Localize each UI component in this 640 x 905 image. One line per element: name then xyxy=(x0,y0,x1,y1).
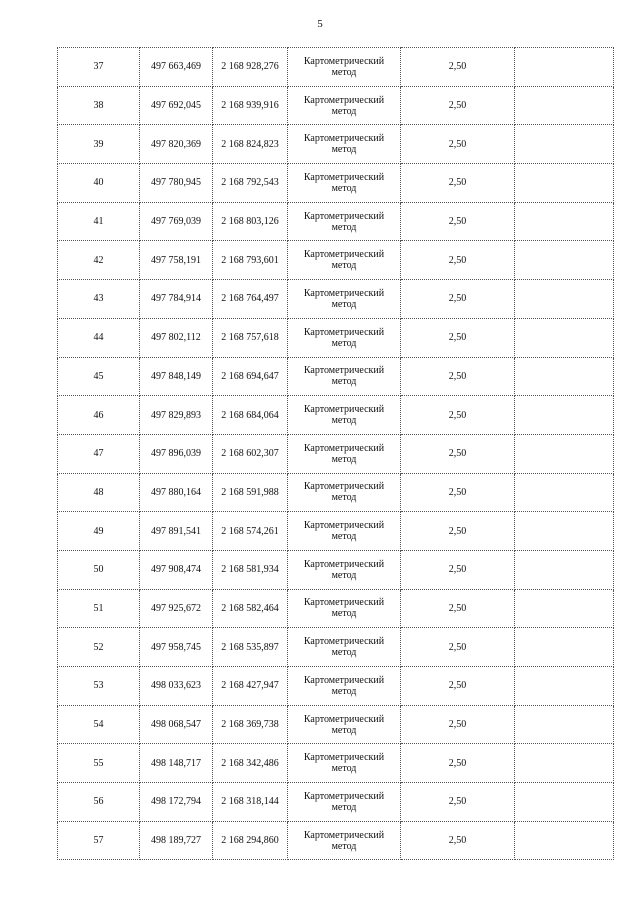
table-row xyxy=(58,473,614,512)
method-line-1: Картометрический xyxy=(303,171,385,183)
point-number-cell: 48 xyxy=(58,473,140,512)
table-body xyxy=(58,48,614,860)
table-row xyxy=(58,396,614,435)
method-line-2: метод xyxy=(331,840,357,852)
method-cell xyxy=(288,821,401,860)
note-cell xyxy=(515,357,614,396)
y-coordinate-cell: 2 168 757,618 xyxy=(213,318,288,357)
note-cell xyxy=(515,396,614,435)
accuracy-cell: 2,50 xyxy=(401,434,515,473)
point-number-cell: 37 xyxy=(58,48,140,87)
method-line-2: метод xyxy=(331,569,357,581)
table-row xyxy=(58,667,614,706)
method-cell xyxy=(288,744,401,783)
y-coordinate-cell: 2 168 294,860 xyxy=(213,821,288,860)
y-coordinate-cell: 2 168 535,897 xyxy=(213,628,288,667)
method-line-2: метод xyxy=(331,685,357,697)
method-line-2: метод xyxy=(331,724,357,736)
method-line-1: Картометрический xyxy=(303,287,385,299)
accuracy-cell: 2,50 xyxy=(401,589,515,628)
table-row xyxy=(58,164,614,203)
method-line-1: Картометрический xyxy=(303,249,385,261)
method-line-1: Картометрический xyxy=(303,790,385,802)
table-row xyxy=(58,241,614,280)
method-cell xyxy=(288,705,401,744)
y-coordinate-cell: 2 168 591,988 xyxy=(213,473,288,512)
accuracy-cell: 2,50 xyxy=(401,318,515,357)
y-coordinate-cell: 2 168 684,064 xyxy=(213,396,288,435)
accuracy-cell: 2,50 xyxy=(401,783,515,822)
x-coordinate-cell: 498 148,717 xyxy=(140,744,213,783)
table-row xyxy=(58,125,614,164)
table-row xyxy=(58,550,614,589)
x-coordinate-cell: 497 820,369 xyxy=(140,125,213,164)
method-cell xyxy=(288,241,401,280)
y-coordinate-cell: 2 168 574,261 xyxy=(213,512,288,551)
method-cell xyxy=(288,473,401,512)
method-line-2: метод xyxy=(331,608,357,620)
table-row xyxy=(58,48,614,87)
x-coordinate-cell: 497 925,672 xyxy=(140,589,213,628)
accuracy-cell: 2,50 xyxy=(401,241,515,280)
method-line-1: Картометрический xyxy=(303,752,385,764)
point-number-cell: 52 xyxy=(58,628,140,667)
x-coordinate-cell: 498 068,547 xyxy=(140,705,213,744)
note-cell xyxy=(515,473,614,512)
method-cell xyxy=(288,628,401,667)
table-row xyxy=(58,512,614,551)
point-number-cell: 47 xyxy=(58,434,140,473)
method-line-2: метод xyxy=(331,221,357,233)
method-cell xyxy=(288,202,401,241)
point-number-cell: 54 xyxy=(58,705,140,744)
method-line-1: Картометрический xyxy=(303,404,385,416)
accuracy-cell: 2,50 xyxy=(401,628,515,667)
point-number-cell: 42 xyxy=(58,241,140,280)
table-row xyxy=(58,318,614,357)
method-line-1: Картометрический xyxy=(303,55,385,67)
method-cell xyxy=(288,86,401,125)
note-cell xyxy=(515,434,614,473)
method-cell xyxy=(288,125,401,164)
x-coordinate-cell: 497 908,474 xyxy=(140,550,213,589)
note-cell xyxy=(515,589,614,628)
coordinates-table xyxy=(57,47,614,860)
table-row xyxy=(58,705,614,744)
note-cell xyxy=(515,628,614,667)
y-coordinate-cell: 2 168 792,543 xyxy=(213,164,288,203)
y-coordinate-cell: 2 168 602,307 xyxy=(213,434,288,473)
x-coordinate-cell: 497 784,914 xyxy=(140,280,213,319)
accuracy-cell: 2,50 xyxy=(401,202,515,241)
point-number-cell: 56 xyxy=(58,783,140,822)
note-cell xyxy=(515,164,614,203)
y-coordinate-cell: 2 168 793,601 xyxy=(213,241,288,280)
table-row xyxy=(58,434,614,473)
point-number-cell: 44 xyxy=(58,318,140,357)
y-coordinate-cell: 2 168 581,934 xyxy=(213,550,288,589)
method-line-1: Картометрический xyxy=(303,481,385,493)
point-number-cell: 55 xyxy=(58,744,140,783)
method-line-2: метод xyxy=(331,298,357,310)
x-coordinate-cell: 497 663,469 xyxy=(140,48,213,87)
method-line-1: Картометрический xyxy=(303,520,385,532)
note-cell xyxy=(515,48,614,87)
accuracy-cell: 2,50 xyxy=(401,164,515,203)
table-row xyxy=(58,821,614,860)
method-cell xyxy=(288,318,401,357)
y-coordinate-cell: 2 168 582,464 xyxy=(213,589,288,628)
note-cell xyxy=(515,280,614,319)
method-cell xyxy=(288,512,401,551)
accuracy-cell: 2,50 xyxy=(401,48,515,87)
y-coordinate-cell: 2 168 928,276 xyxy=(213,48,288,87)
y-coordinate-cell: 2 168 803,126 xyxy=(213,202,288,241)
note-cell xyxy=(515,667,614,706)
x-coordinate-cell: 498 172,794 xyxy=(140,783,213,822)
method-cell xyxy=(288,589,401,628)
method-line-2: метод xyxy=(331,647,357,659)
method-line-2: метод xyxy=(331,144,357,156)
method-line-2: метод xyxy=(331,182,357,194)
table-row xyxy=(58,628,614,667)
y-coordinate-cell: 2 168 939,916 xyxy=(213,86,288,125)
table-row xyxy=(58,357,614,396)
method-cell xyxy=(288,357,401,396)
accuracy-cell: 2,50 xyxy=(401,280,515,319)
y-coordinate-cell: 2 168 824,823 xyxy=(213,125,288,164)
method-cell xyxy=(288,783,401,822)
method-cell xyxy=(288,550,401,589)
x-coordinate-cell: 497 880,164 xyxy=(140,473,213,512)
x-coordinate-cell: 498 189,727 xyxy=(140,821,213,860)
note-cell xyxy=(515,550,614,589)
note-cell xyxy=(515,821,614,860)
accuracy-cell: 2,50 xyxy=(401,550,515,589)
table-row xyxy=(58,86,614,125)
method-line-2: метод xyxy=(331,260,357,272)
accuracy-cell: 2,50 xyxy=(401,821,515,860)
method-line-1: Картометрический xyxy=(303,210,385,222)
note-cell xyxy=(515,705,614,744)
method-cell xyxy=(288,48,401,87)
point-number-cell: 57 xyxy=(58,821,140,860)
x-coordinate-cell: 497 769,039 xyxy=(140,202,213,241)
note-cell xyxy=(515,318,614,357)
x-coordinate-cell: 497 848,149 xyxy=(140,357,213,396)
method-line-2: метод xyxy=(331,337,357,349)
method-line-1: Картометрический xyxy=(303,365,385,377)
note-cell xyxy=(515,241,614,280)
point-number-cell: 49 xyxy=(58,512,140,551)
point-number-cell: 51 xyxy=(58,589,140,628)
accuracy-cell: 2,50 xyxy=(401,667,515,706)
method-line-2: метод xyxy=(331,105,357,117)
point-number-cell: 41 xyxy=(58,202,140,241)
accuracy-cell: 2,50 xyxy=(401,512,515,551)
y-coordinate-cell: 2 168 764,497 xyxy=(213,280,288,319)
method-line-2: метод xyxy=(331,492,357,504)
x-coordinate-cell: 497 692,045 xyxy=(140,86,213,125)
note-cell xyxy=(515,512,614,551)
method-line-2: метод xyxy=(331,453,357,465)
note-cell xyxy=(515,783,614,822)
method-line-1: Картометрический xyxy=(303,597,385,609)
table-row xyxy=(58,202,614,241)
point-number-cell: 39 xyxy=(58,125,140,164)
note-cell xyxy=(515,86,614,125)
table-row xyxy=(58,280,614,319)
note-cell xyxy=(515,744,614,783)
x-coordinate-cell: 497 802,112 xyxy=(140,318,213,357)
x-coordinate-cell: 497 891,541 xyxy=(140,512,213,551)
note-cell xyxy=(515,202,614,241)
method-line-1: Картометрический xyxy=(303,674,385,686)
note-cell xyxy=(515,125,614,164)
method-line-2: метод xyxy=(331,531,357,543)
method-line-1: Картометрический xyxy=(303,636,385,648)
method-line-1: Картометрический xyxy=(303,326,385,338)
accuracy-cell: 2,50 xyxy=(401,396,515,435)
x-coordinate-cell: 497 896,039 xyxy=(140,434,213,473)
method-line-2: метод xyxy=(331,801,357,813)
method-line-1: Картометрический xyxy=(303,442,385,454)
point-number-cell: 50 xyxy=(58,550,140,589)
accuracy-cell: 2,50 xyxy=(401,86,515,125)
x-coordinate-cell: 497 780,945 xyxy=(140,164,213,203)
method-line-1: Картометрический xyxy=(303,829,385,841)
method-line-1: Картометрический xyxy=(303,558,385,570)
method-line-2: метод xyxy=(331,66,357,78)
point-number-cell: 46 xyxy=(58,396,140,435)
method-line-2: метод xyxy=(331,376,357,388)
point-number-cell: 40 xyxy=(58,164,140,203)
x-coordinate-cell: 498 033,623 xyxy=(140,667,213,706)
method-line-1: Картометрический xyxy=(303,94,385,106)
method-cell xyxy=(288,434,401,473)
point-number-cell: 43 xyxy=(58,280,140,319)
y-coordinate-cell: 2 168 694,647 xyxy=(213,357,288,396)
accuracy-cell: 2,50 xyxy=(401,125,515,164)
point-number-cell: 53 xyxy=(58,667,140,706)
accuracy-cell: 2,50 xyxy=(401,357,515,396)
method-line-1: Картометрический xyxy=(303,133,385,145)
table-row xyxy=(58,744,614,783)
x-coordinate-cell: 497 829,893 xyxy=(140,396,213,435)
y-coordinate-cell: 2 168 318,144 xyxy=(213,783,288,822)
point-number-cell: 38 xyxy=(58,86,140,125)
y-coordinate-cell: 2 168 342,486 xyxy=(213,744,288,783)
point-number-cell: 45 xyxy=(58,357,140,396)
method-cell xyxy=(288,164,401,203)
accuracy-cell: 2,50 xyxy=(401,705,515,744)
accuracy-cell: 2,50 xyxy=(401,473,515,512)
method-line-1: Картометрический xyxy=(303,713,385,725)
y-coordinate-cell: 2 168 427,947 xyxy=(213,667,288,706)
accuracy-cell: 2,50 xyxy=(401,744,515,783)
method-cell xyxy=(288,396,401,435)
x-coordinate-cell: 497 958,745 xyxy=(140,628,213,667)
method-line-2: метод xyxy=(331,415,357,427)
page-number: 5 xyxy=(317,18,323,30)
x-coordinate-cell: 497 758,191 xyxy=(140,241,213,280)
table-row xyxy=(58,783,614,822)
table-row xyxy=(58,589,614,628)
method-cell xyxy=(288,280,401,319)
method-line-2: метод xyxy=(331,763,357,775)
y-coordinate-cell: 2 168 369,738 xyxy=(213,705,288,744)
method-cell xyxy=(288,667,401,706)
